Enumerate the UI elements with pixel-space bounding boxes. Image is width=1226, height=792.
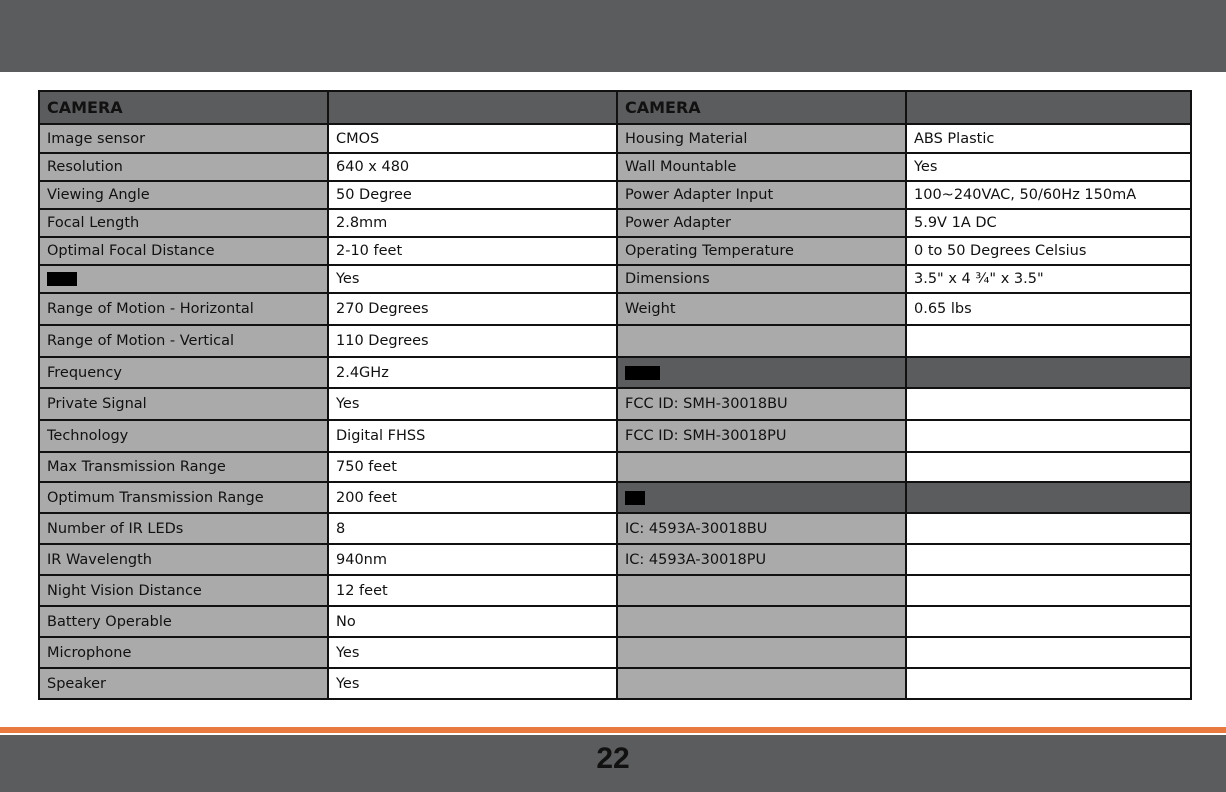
spec-value: Yes (328, 388, 617, 420)
spec-label (617, 575, 906, 606)
table-row (39, 209, 1191, 237)
redacted-subheader-cell (617, 357, 906, 388)
spec-value: 0 to 50 Degrees Celsius (906, 237, 1191, 265)
spec-label: Power Adapter (617, 209, 906, 237)
table-row (39, 420, 1191, 452)
table-row (39, 668, 1191, 699)
spec-label: Power Adapter Input (617, 181, 906, 209)
spec-value: CMOS (328, 124, 617, 153)
spec-value (906, 575, 1191, 606)
spec-value (906, 668, 1191, 699)
table-row (39, 237, 1191, 265)
table-row (39, 265, 1191, 293)
spec-value: Yes (328, 265, 617, 293)
table-row (39, 293, 1191, 325)
spec-value (906, 544, 1191, 575)
spec-value (906, 325, 1191, 357)
spec-value (906, 606, 1191, 637)
spec-label: Image sensor (39, 124, 328, 153)
table-row (39, 325, 1191, 357)
table-row (39, 181, 1191, 209)
spec-label: Operating Temperature (617, 237, 906, 265)
table-row (39, 452, 1191, 482)
table-row (39, 357, 1191, 388)
spec-value: 640 x 480 (328, 153, 617, 181)
spec-value: 940nm (328, 544, 617, 575)
spec-label: Number of IR LEDs (39, 513, 328, 544)
spec-label (617, 637, 906, 668)
spec-value: 2.8mm (328, 209, 617, 237)
redacted-label-cell (39, 265, 328, 293)
spec-label: FCC ID: SMH-30018BU (617, 388, 906, 420)
camera-spec-table (38, 90, 1192, 700)
spec-value: 12 feet (328, 575, 617, 606)
spec-label: Housing Material (617, 124, 906, 153)
table-row (39, 124, 1191, 153)
spec-label: Optimal Focal Distance (39, 237, 328, 265)
spec-label: IC: 4593A-30018BU (617, 513, 906, 544)
spec-value: 3.5" x 4 ¾" x 3.5" (906, 265, 1191, 293)
spec-label: Frequency (39, 357, 328, 388)
table-row (39, 482, 1191, 513)
spec-value: 2.4GHz (328, 357, 617, 388)
spec-value (906, 637, 1191, 668)
spec-value: 8 (328, 513, 617, 544)
top-header-band (0, 0, 1226, 72)
spec-label: Optimum Transmission Range (39, 482, 328, 513)
spec-value: 750 feet (328, 452, 617, 482)
spec-value (906, 420, 1191, 452)
spec-value (906, 388, 1191, 420)
spec-value: 50 Degree (328, 181, 617, 209)
spec-label (617, 452, 906, 482)
header-blank-cell (328, 91, 617, 124)
spec-label: IR Wavelength (39, 544, 328, 575)
table-row (39, 606, 1191, 637)
table-row (39, 513, 1191, 544)
header-blank-cell (906, 91, 1191, 124)
spec-label: Night Vision Distance (39, 575, 328, 606)
spec-label: Wall Mountable (617, 153, 906, 181)
redaction-block (625, 366, 660, 380)
spec-value: 200 feet (328, 482, 617, 513)
spec-label: FCC ID: SMH-30018PU (617, 420, 906, 452)
spec-value: 5.9V 1A DC (906, 209, 1191, 237)
spec-label: Dimensions (617, 265, 906, 293)
orange-accent-line (0, 727, 1226, 733)
spec-label (617, 325, 906, 357)
redaction-block (625, 491, 645, 505)
table-row (39, 575, 1191, 606)
spec-label: IC: 4593A-30018PU (617, 544, 906, 575)
spec-label: Range of Motion - Vertical (39, 325, 328, 357)
table-row (39, 388, 1191, 420)
table-row (39, 153, 1191, 181)
spec-value: 110 Degrees (328, 325, 617, 357)
table-header-row (39, 91, 1191, 124)
redacted-subheader-cell (617, 482, 906, 513)
spec-value: 270 Degrees (328, 293, 617, 325)
subheader-blank-cell (906, 357, 1191, 388)
spec-value: 100~240VAC, 50/60Hz 150mA (906, 181, 1191, 209)
page-number: 22 (596, 742, 630, 775)
spec-value: ABS Plastic (906, 124, 1191, 153)
left-section-title: CAMERA (39, 91, 328, 124)
spec-label: Technology (39, 420, 328, 452)
spec-label: Weight (617, 293, 906, 325)
spec-label: Range of Motion - Horizontal (39, 293, 328, 325)
spec-label (617, 668, 906, 699)
spec-label: Focal Length (39, 209, 328, 237)
spec-value (906, 513, 1191, 544)
spec-label: Private Signal (39, 388, 328, 420)
spec-label: Resolution (39, 153, 328, 181)
spec-value: No (328, 606, 617, 637)
subheader-blank-cell (906, 482, 1191, 513)
spec-value: 0.65 lbs (906, 293, 1191, 325)
redaction-block (47, 272, 77, 286)
spec-label (617, 606, 906, 637)
spec-value: Yes (328, 668, 617, 699)
spec-value: Yes (328, 637, 617, 668)
spec-label: Viewing Angle (39, 181, 328, 209)
spec-label: Speaker (39, 668, 328, 699)
spec-label: Max Transmission Range (39, 452, 328, 482)
spec-value: Yes (906, 153, 1191, 181)
table-row (39, 544, 1191, 575)
spec-label: Microphone (39, 637, 328, 668)
table-row (39, 637, 1191, 668)
spec-label: Battery Operable (39, 606, 328, 637)
spec-value: Digital FHSS (328, 420, 617, 452)
spec-value (906, 452, 1191, 482)
right-section-title: CAMERA (617, 91, 906, 124)
spec-value: 2-10 feet (328, 237, 617, 265)
